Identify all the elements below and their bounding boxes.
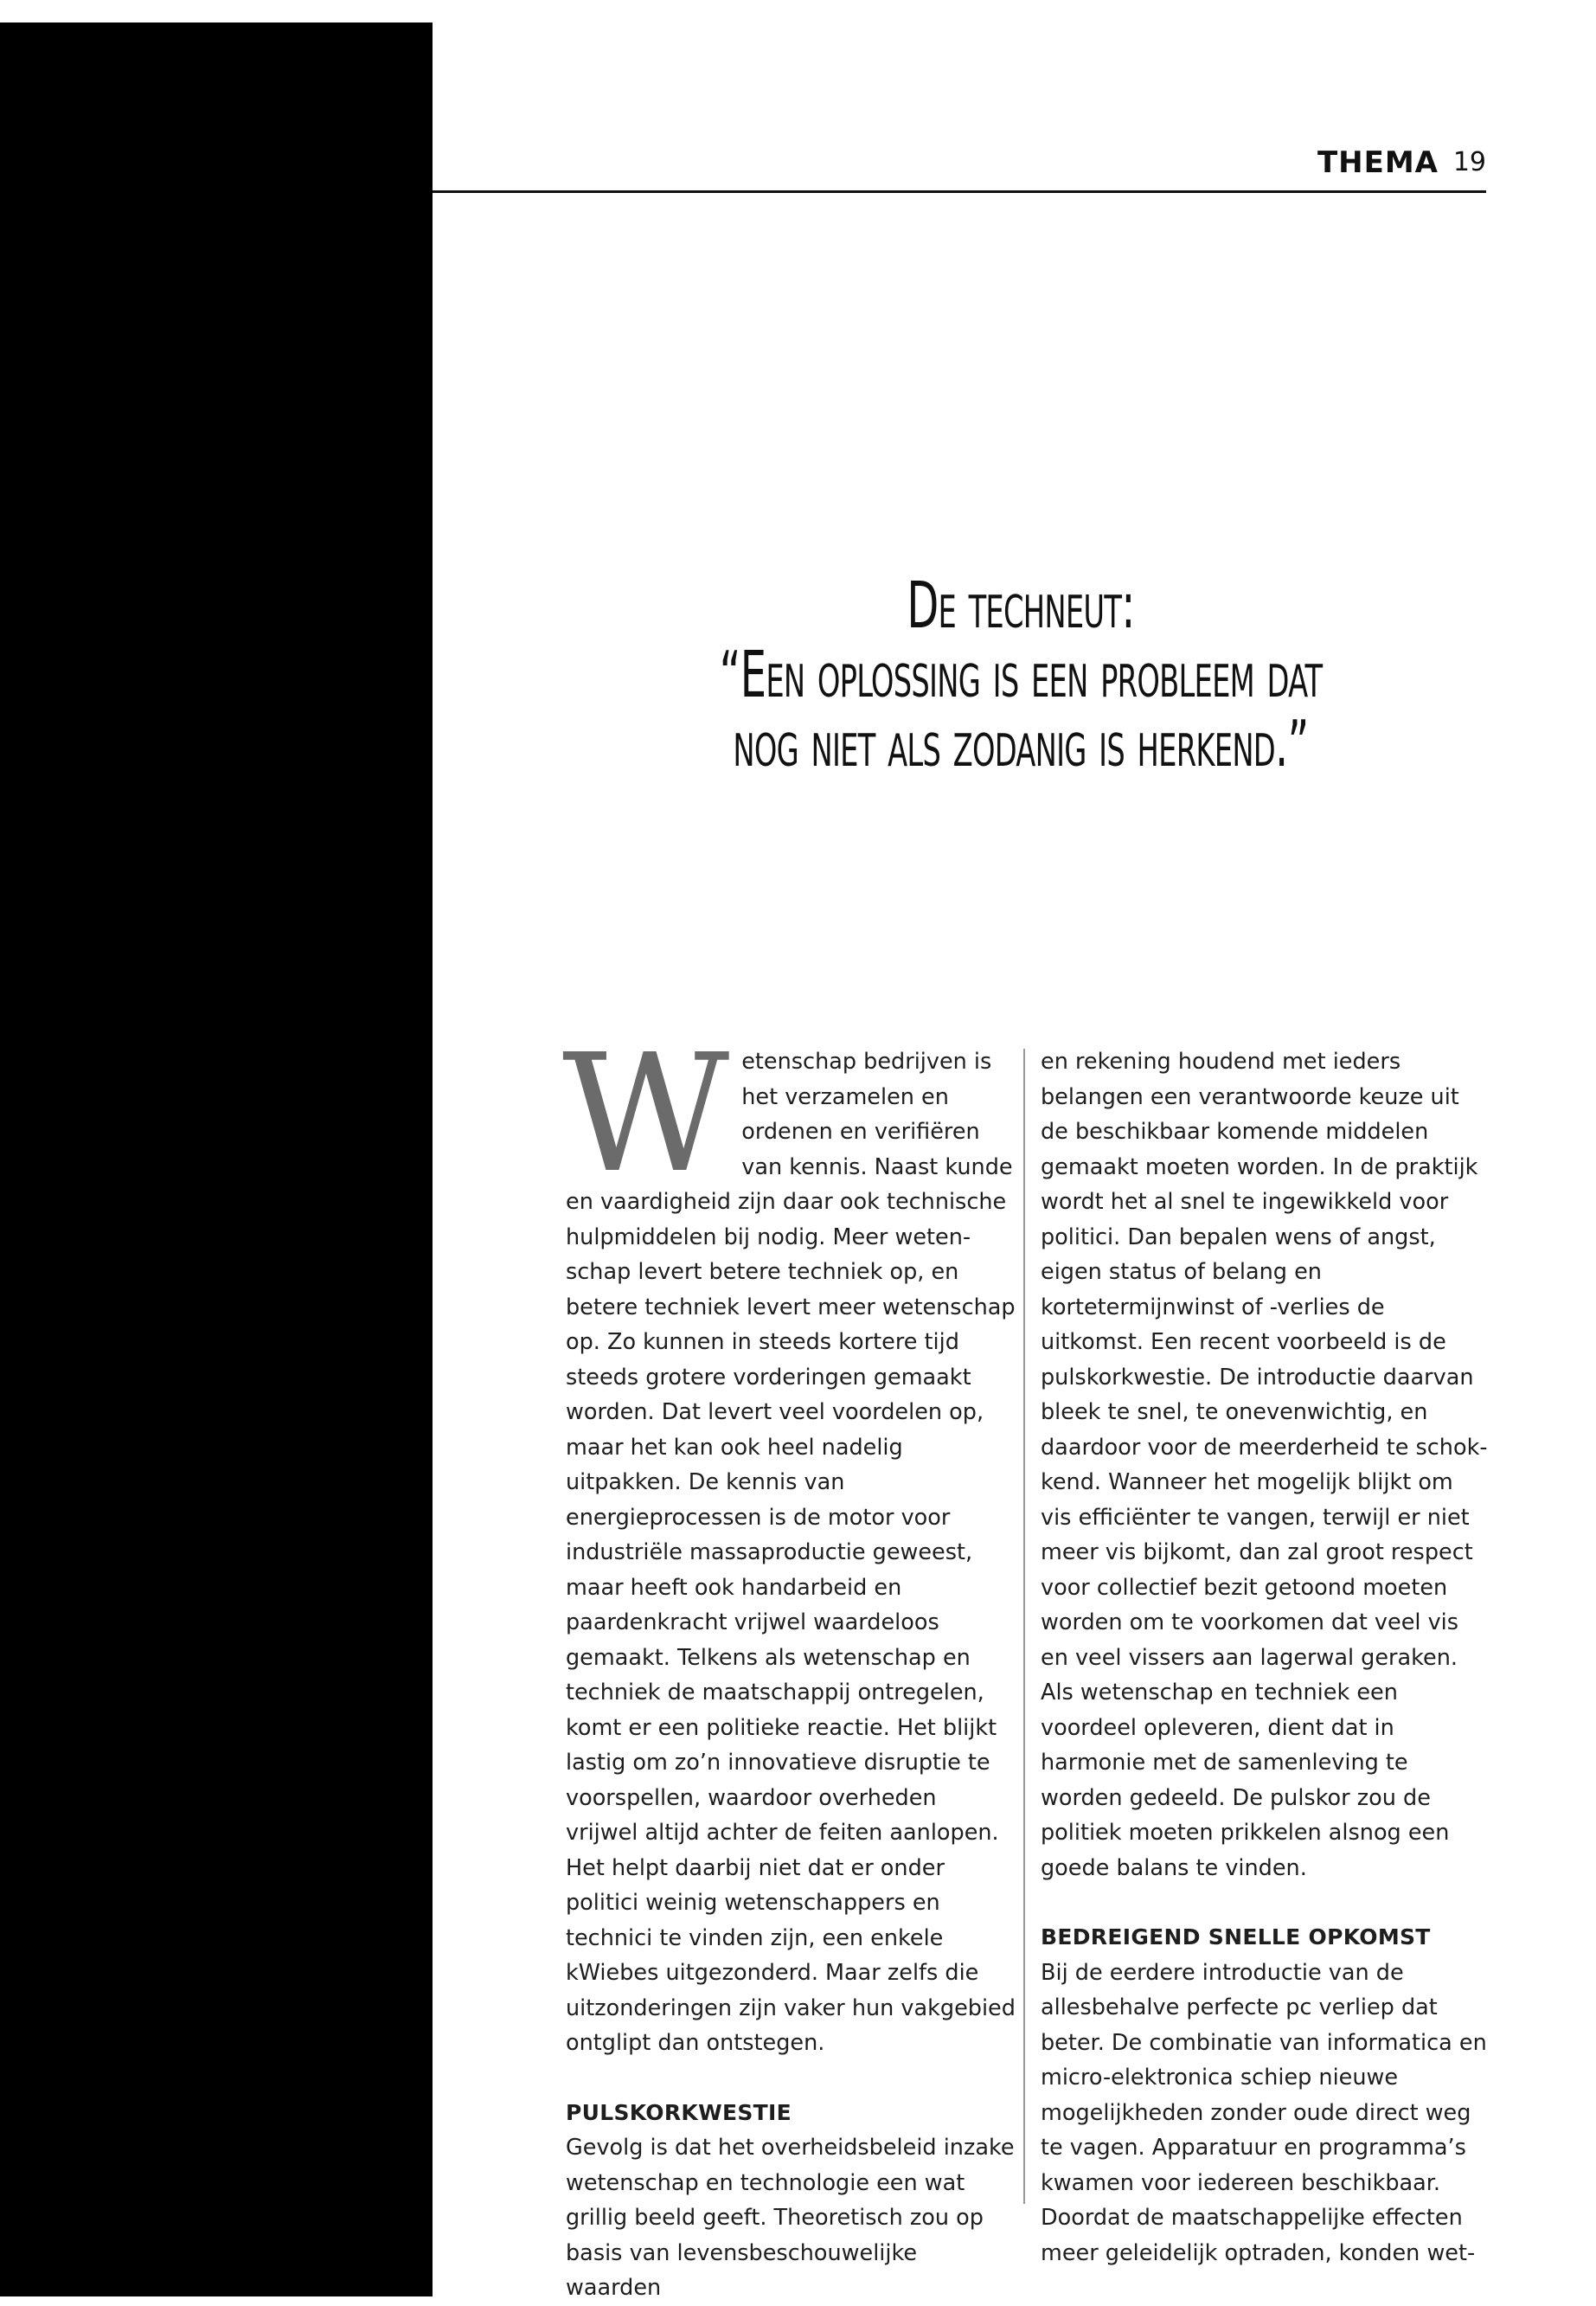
subheading-bedreigend: BEDREIGEND SNELLE OPKOMST: [1041, 1924, 1431, 1950]
paragraph-pulskor-start: Gevolg is dat het overheidsbeleid inzake wetenschap en technologie een wat grillig beeld geeft. Theoretisch zou op basis van levensbeschouwelijke waarden: [566, 2135, 1015, 2301]
black-side-band: [0, 22, 433, 2296]
column-divider: [1023, 1049, 1025, 2204]
headline-line-3: nog niet als zodanig is herkend.”: [733, 707, 1309, 781]
page-header: [433, 145, 1486, 193]
paragraph-pulskor-continued: en rekening houdend met ieders belangen een verantwoorde keuze uit de beschikbaar komende middelen gemaakt moeten worden. In de praktijk wordt het al snel te ingewikkeld voor politici. Dan bepalen wens of angst, eigen status of belang en kortetermijnwinst of -verlies de uitkomst. Een recent voorbeeld is de pulskorkwestie. De introductie daarvan bleek te snel, te onevenwichtig, en daardoor voor de meerderheid te schokkend. Wanneer het mogelijk blijkt om vis efficiënter te vangen, terwijl er niet meer vis bijkomt, dan zal groot respect voor collectief bezit getoond moeten worden om te voorkomen dat veel vis en veel vissers aan lagerwal geraken. Als wetenschap en techniek een voordeel opleveren, dient dat in harmonie met de samenleving te worden gedeeld. De pulskor zou de politiek moeten prikkelen alsnog een goede balans te vinden.: [1041, 1049, 1488, 1881]
paragraph-opkomst: Bij de eerdere introductie van de allesbehalve perfecte pc verliep dat beter. De combinatie van informatica en micro-elektronica schiep nieuwe mogelijkheden zonder oude direct weg te vagen. Apparatuur en programma’s kwamen voor iedereen beschikbaar. Doordat de maatschappelijke effecten meer geleidelijk optraden, konden wet-: [1041, 1959, 1487, 2266]
subheading-pulskorkwestie: PULSKORKWESTIE: [566, 2099, 792, 2125]
dropcap: W: [562, 1019, 730, 1209]
page-number: 19: [1452, 147, 1486, 177]
section-label: THEMA: [1317, 145, 1439, 180]
headline: [635, 568, 1407, 781]
article-column-left: [562, 1019, 1016, 2306]
article-column-right: [1041, 1044, 1490, 2271]
headline-line-1: De techneut:: [907, 568, 1135, 643]
headline-line-2: “Een oplossing is een probleem dat: [719, 638, 1323, 712]
intro-paragraph: etenschap bedrijven is het verzamelen en ordenen en verifiëren van kennis. Naast kunde en vaardigheid zijn daar ook technische hulpmiddelen bij nodig. Meer wetenschap levert betere techniek op, en betere techniek levert meer wetenschap op. Zo kunnen in steeds kortere tijd steeds grotere vorderingen gemaakt worden. Dat levert veel voordelen op, maar het kan ook heel nadelig uitpakken. De kennis van energieprocessen is de motor voor industriële massaproductie geweest, maar heeft ook handarbeid en paardenkracht vrijwel waardeloos gemaakt. Telkens als wetenschap en techniek de maatschappij ontregelen, komt er een politieke reactie. Het blijkt lastig om zo’n innovatieve disruptie te voorspellen, waardoor overheden vrijwel altijd achter de feiten aanlopen. Het helpt daarbij niet dat er onder politici weinig wetenschappers en technici te vinden zijn, een enkele kWiebes uitgezonderd. Maar zelfs die uitzonderingen zijn vaker hun vakgebied ontglipt dan ontstegen.: [566, 1049, 1016, 2056]
